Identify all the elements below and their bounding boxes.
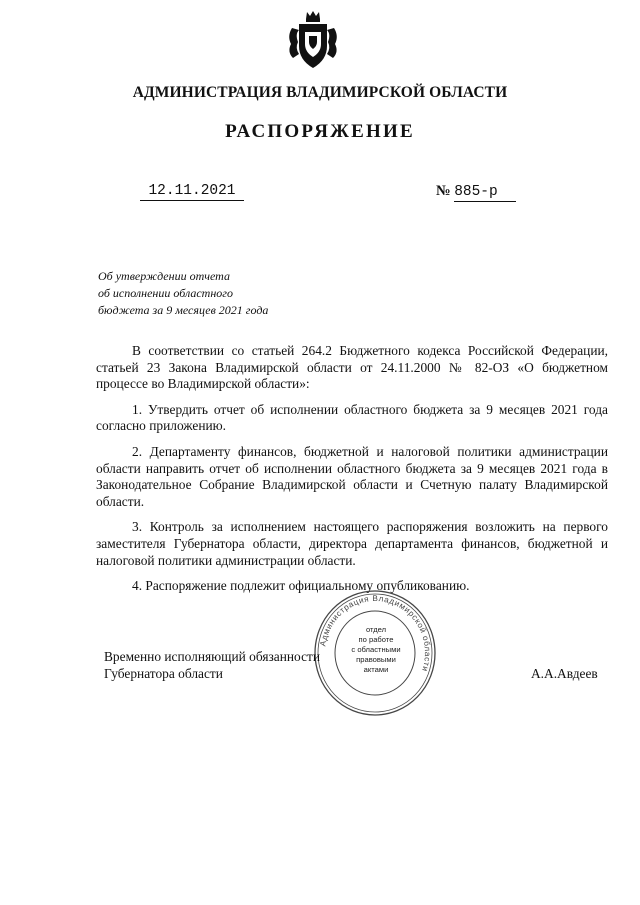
stamp-ring-text: Администрация Владимирской области [318, 593, 433, 673]
number-value: 885-р [454, 184, 516, 202]
document-body [96, 343, 608, 604]
coat-of-arms-icon [286, 10, 340, 72]
document-number [436, 183, 516, 202]
document-date: 12.11.2021 [140, 183, 244, 201]
organization-title: АДМИНИСТРАЦИЯ ВЛАДИМИРСКОЙ ОБЛАСТИ [132, 84, 508, 101]
order-item: 4. Распоряжение подлежит официальному опубликованию. [132, 578, 470, 594]
position-line: Временно исполняющий обязанности [104, 649, 321, 664]
subject-line: бюджета за 9 месяцев 2021 года [98, 303, 269, 317]
subject-line: Об утверждении отчета [98, 269, 230, 283]
stamp-line: отдел [365, 625, 387, 634]
document-type-title: РАСПОРЯЖЕНИЕ [225, 121, 415, 142]
number-sign: № [436, 183, 451, 199]
order-item: 3. Контроль за исполнением настоящего распоряжения возложить на первого заместителя Губернатора области, директора департамента финансов, бюджетной и налоговой политики администрации области. [96, 519, 608, 568]
stamp-line: актами [363, 665, 389, 674]
document-subject [98, 268, 358, 319]
preamble-paragraph: В соответствии со статьей 264.2 Бюджетного кодекса Российской Федерации, статьей 23 Закона Владимирской области от 24.11.2000 № 82-ОЗ «О бюджетном процессе во Владимирской области»: [96, 343, 608, 392]
stamp-line: с областными [351, 645, 401, 654]
order-item: 1. Утвердить отчет об исполнении областного бюджета за 9 месяцев 2021 года согласно приложению. [96, 401, 608, 434]
signatory-position [104, 648, 320, 682]
stamp-inner-text [336, 625, 416, 675]
stamp-line: правовыми [356, 655, 396, 664]
stamp-line: по работе [358, 635, 394, 644]
subject-line: об исполнении областного [98, 286, 233, 300]
position-line: Губернатора области [104, 666, 223, 681]
order-item: 2. Департаменту финансов, бюджетной и налоговой политики администрации области направить отчет об исполнении областного бюджета за 9 месяцев 2021 года в Законодательное Собрание Владимирской области и Счетную палату Владимирской области. [96, 443, 608, 509]
signatory-name: А.А.Авдеев [531, 666, 598, 681]
